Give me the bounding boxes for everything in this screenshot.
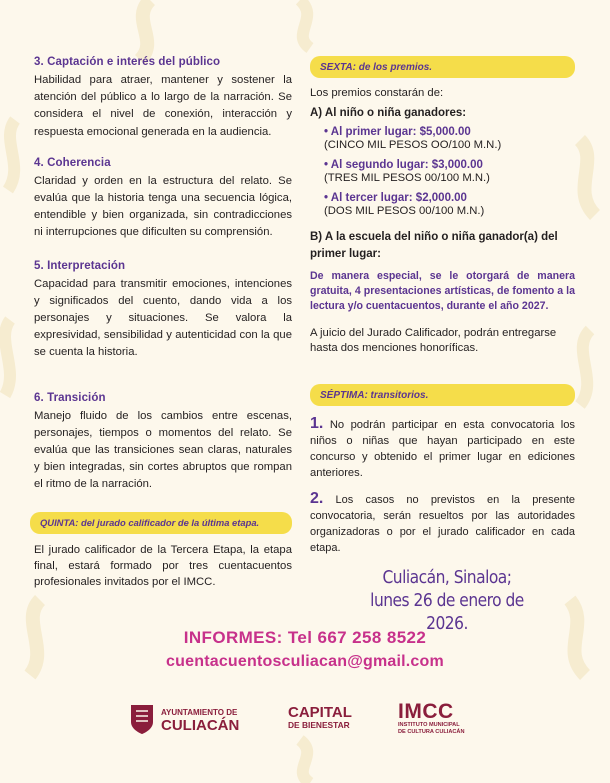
prize-label: • Al primer lugar: $5,000.00 bbox=[324, 126, 471, 138]
prize-amount-text: (CINCO MIL PESOS OO/100 M.N.) bbox=[324, 139, 502, 151]
logo-row bbox=[0, 698, 610, 744]
place-date bbox=[353, 566, 540, 635]
imcc-line1: IMCC bbox=[398, 700, 454, 723]
section-transicion bbox=[34, 392, 292, 494]
crest-icon bbox=[128, 702, 156, 736]
section-title: 6. Transición bbox=[34, 391, 106, 404]
section-title: 3. Captación e interés del público bbox=[34, 56, 221, 68]
sexta-intro: Los premios constarán de: bbox=[310, 87, 444, 99]
section-interpretacion bbox=[34, 260, 292, 362]
right-column bbox=[310, 56, 575, 556]
prize-amount-text: (TRES MIL PESOS 00/100 M.N.) bbox=[324, 172, 490, 184]
section-title: 4. Coherencia bbox=[34, 156, 111, 169]
prize-second bbox=[324, 159, 575, 186]
sexta-sub-b: B) A la escuela del niño o niña ganador(a) del primer lugar: bbox=[310, 231, 558, 260]
logo-ayuntamiento bbox=[128, 702, 239, 736]
section-body: Claridad y orden en la estructura del relato. Se evalúa que la historia tenga una secuencia lógica, entendible y bien organizada, sin contradicciones ni interrupciones que dificulten su comprensión. bbox=[34, 174, 292, 239]
quinta-body: El jurado calificador de la Tercera Etapa, la etapa final, estará formado por tres cuentacuentos profesionales invitados por el IMCC. bbox=[34, 543, 292, 588]
prize-label: • Al tercer lugar: $2,000.00 bbox=[324, 192, 467, 204]
imcc-line3: DE CULTURA CULIACÁN bbox=[398, 729, 465, 735]
prize-third bbox=[324, 192, 575, 219]
quinta-pill: QUINTA: del jurado calificador de la última etapa. bbox=[30, 512, 292, 534]
prize-label: • Al segundo lugar: $3,000.00 bbox=[324, 159, 483, 171]
date: lunes 26 de enero de 2026. bbox=[370, 590, 524, 634]
section-body: Habilidad para atraer, mantener y sostener la atención del público a lo largo de la narración. Se considera el nivel de conexión, interacción y respuesta emocional generada en la audiencia. bbox=[34, 74, 292, 138]
informes-email[interactable]: cuentacuentosculiacan@gmail.com bbox=[166, 653, 444, 670]
section-quinta bbox=[34, 512, 292, 590]
section-captacion bbox=[34, 56, 292, 141]
septima-pill: SÉPTIMA: transitorios. bbox=[310, 384, 575, 406]
prize-first bbox=[324, 126, 575, 153]
sexta-special: De manera especial, se le otorgará de manera gratuita, 4 presentaciones artísticas, de fomento a la lectura y/o cuentacuentos, durante el año 2027. bbox=[310, 270, 575, 312]
septima-item-2 bbox=[310, 491, 575, 556]
left-column bbox=[34, 50, 292, 590]
item-number: 2. bbox=[310, 490, 324, 507]
section-body: Capacidad para transmitir emociones, intenciones y significados del cuento, dando vida a los personajes y situaciones. Se valora la expresividad, sensibilidad y autenticidad con la que se cuenta la historia. bbox=[34, 277, 292, 359]
ayuntamiento-line2: CULIACÁN bbox=[161, 717, 240, 734]
item-text: Los casos no previstos en la presente convocatoria, serán resueltos por las autoridades organizadoras o por el jurado calificador en cada etapa. bbox=[310, 494, 576, 554]
sexta-sub-a: A) Al niño o niña ganadores: bbox=[310, 107, 467, 119]
item-number: 1. bbox=[310, 415, 324, 432]
sexta-pill: SEXTA: de los premios. bbox=[310, 56, 575, 78]
ayuntamiento-line1: AYUNTAMIENTO DE bbox=[161, 708, 238, 717]
informes-phone: INFORMES: Tel 667 258 8522 bbox=[183, 628, 427, 647]
section-body: Manejo fluido de los cambios entre escenas, personajes, tiempos o momentos del relato. Se evalúa que las transiciones sean claras, naturales y bien integradas, sin cortes abruptos que rompan el ritmo de la narración. bbox=[34, 409, 292, 491]
place: Culiacán, Sinaloa; bbox=[382, 567, 512, 588]
section-coherencia bbox=[34, 157, 292, 242]
capital-line1: CAPITAL bbox=[288, 704, 352, 721]
sexta-jury-note: A juicio del Jurado Calificador, podrán entregarse hasta dos menciones honoríficas. bbox=[310, 327, 557, 354]
logo-imcc bbox=[398, 701, 465, 736]
prize-amount-text: (DOS MIL PESOS 00/100 M.N.) bbox=[324, 205, 485, 217]
septima-item-1 bbox=[310, 416, 575, 481]
prize-list bbox=[324, 126, 575, 219]
section-title: 5. Interpretación bbox=[34, 259, 126, 272]
capital-line2: DE BIENESTAR bbox=[288, 720, 350, 730]
logo-capital bbox=[288, 705, 352, 731]
item-text: No podrán participar en esta convocatoria los niños o niñas que hayan participado en este concurso y obtenido el primer lugar en ediciones anteriores. bbox=[310, 419, 576, 479]
imcc-line2: INSTITUTO MUNICIPAL bbox=[398, 722, 460, 728]
